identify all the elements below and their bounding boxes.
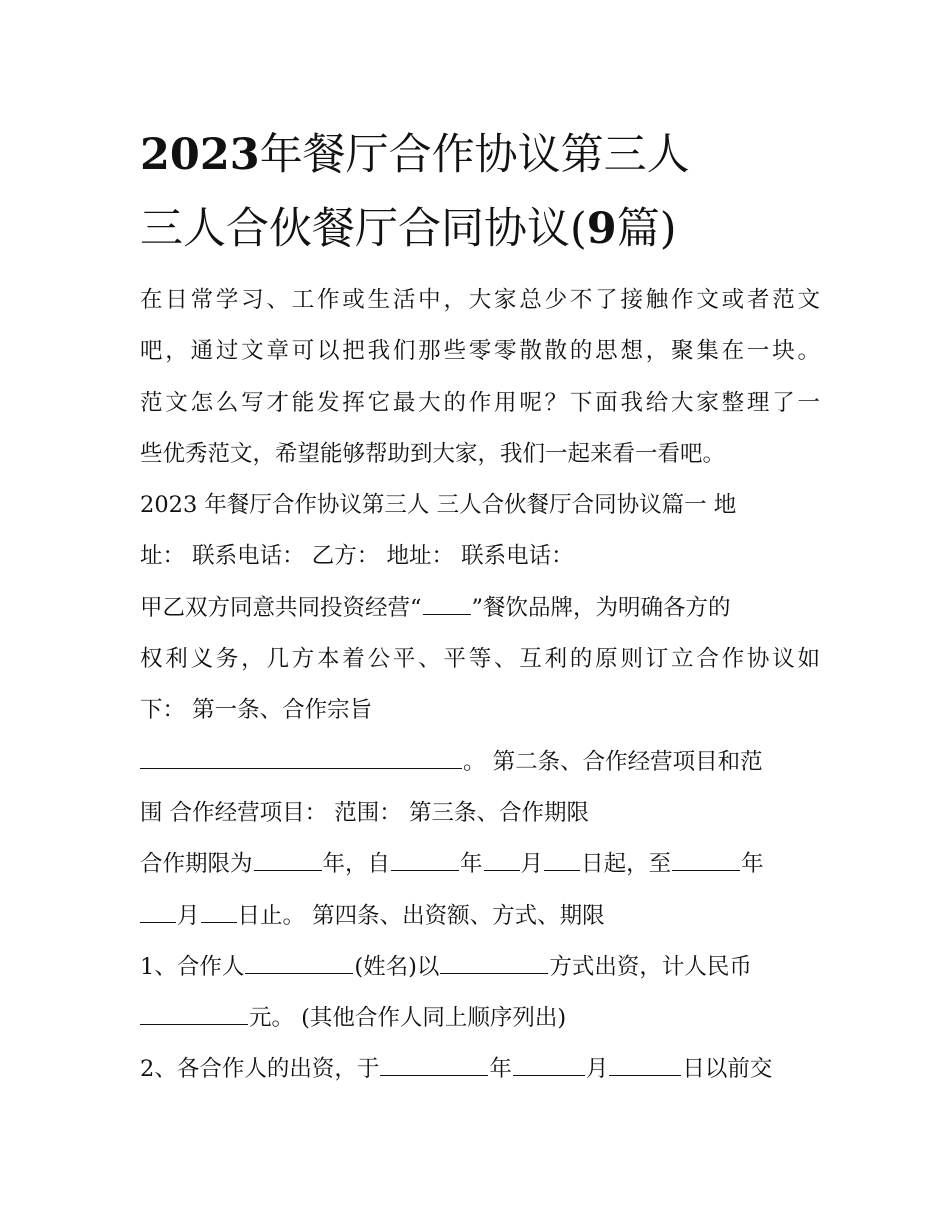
fill-in-blank [140, 900, 176, 923]
paragraph-line: 下： 第一条、合作宗旨 [140, 697, 373, 724]
title-line-2: 三人合伙餐厅合同协议(9篇) [140, 204, 677, 254]
fill-in-blank [609, 1053, 681, 1076]
paragraph-line: 在日常学习、工作或生活中，大家总少不了接触作文或者范文 [140, 287, 820, 313]
fill-in-blank [672, 848, 740, 871]
document-body [140, 275, 820, 1096]
paragraph-line: 甲乙双方同意共同投资经营“ ”餐饮品牌，为明确各方的 [140, 583, 820, 634]
fill-in-blank [484, 848, 520, 871]
paragraph-line: 吧，通过文章可以把我们那些零零散散的思想，聚集在一块。 [140, 338, 820, 365]
fill-in-blank [440, 951, 548, 974]
fill-in-blank [245, 951, 353, 974]
fill-in-blank [513, 1053, 585, 1076]
title-line-1: 2023年餐厅合作协议第三人 [140, 130, 690, 180]
fill-in-blank [254, 848, 322, 871]
paragraph-line: 月 日止。 第四条、出资额、方式、期限 [140, 891, 820, 942]
paragraph-line: 围 合作经营项目： 范围： 第三条、合作期限 [140, 799, 589, 826]
paragraph-line: 2、各合作人的出资，于 年 月 日以前交 [140, 1044, 820, 1095]
paragraph-line: 2023 年餐厅合作协议第三人 三人合伙餐厅合同协议篇一 地 [140, 492, 737, 519]
paragraph-line: 合作期限为 年，自 年 月 日起，至 年 [140, 839, 820, 890]
document-title [140, 118, 820, 266]
paragraph-line: 址： 联系电话： 乙方： 地址： 联系电话： [140, 543, 574, 570]
fill-in-blank [380, 1053, 488, 1076]
paragraph-line: 1、合作人 (姓名)以 方式出资，计人民币 [140, 942, 820, 993]
paragraph-line: 元。 (其他合作人同上顺序列出) [140, 993, 820, 1044]
fill-in-blank [140, 1002, 248, 1025]
paragraph-line: 。 第二条、合作经营项目和范 [140, 737, 820, 788]
paragraph-line: 权利义务，几方本着公平、平等、互利的原则订立合作协议如 [140, 646, 820, 673]
fill-in-blank [544, 848, 580, 871]
fill-in-blank [140, 746, 462, 769]
fill-in-blank [423, 592, 471, 615]
paragraph-line: 范文怎么写才能发挥它最大的作用呢？下面我给大家整理了一 [140, 389, 820, 416]
paragraph-line: 些优秀范文，希望能够帮助到大家，我们一起来看一看吧。 [140, 440, 726, 467]
fill-in-blank [391, 848, 459, 871]
fill-in-blank [201, 900, 237, 923]
